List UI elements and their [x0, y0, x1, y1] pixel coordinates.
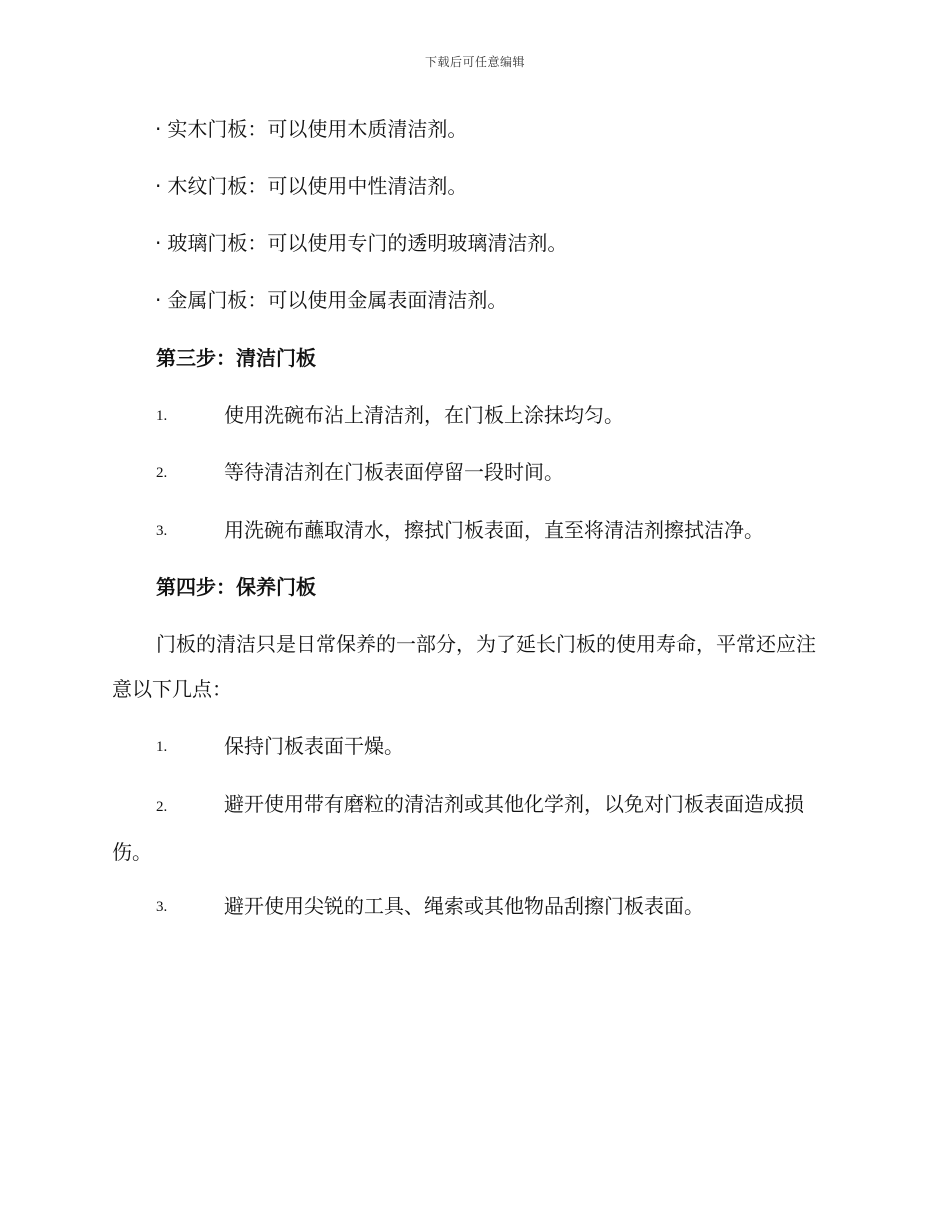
step3-item-1-text: 使用洗碗布沾上清洁剂，在门板上涂抹均匀。: [224, 403, 624, 427]
step4-item-3-number: 3.: [156, 899, 168, 915]
step4-title: 第四步：保养门板: [156, 575, 316, 599]
bullet-dot: ·: [155, 174, 162, 198]
step4-item-2-text: 避开使用带有磨粒的清洁剂或其他化学剂，以免对门板表面造成损伤。: [112, 792, 804, 864]
step4-item-2: [112, 782, 832, 875]
step3-item-3-text: 用洗碗布蘸取清水，擦拭门板表面，直至将清洁剂擦拭洁净。: [224, 518, 764, 542]
material-item-text: 实木门板：可以使用木质清洁剂。: [167, 117, 468, 141]
bullet-dot: ·: [155, 117, 162, 141]
material-item-text: 金属门板：可以使用金属表面清洁剂。: [167, 288, 508, 312]
step4-intro-paragraph: 门板的清洁只是日常保养的一部分，为了延长门板的使用寿命，平常还应注意以下几点：: [112, 632, 816, 701]
material-item-wood-grain: [155, 172, 467, 200]
step3-item-3-number: 3.: [156, 523, 168, 539]
bullet-dot: ·: [155, 231, 162, 255]
material-item-text: 木纹门板：可以使用中性清洁剂。: [167, 174, 468, 198]
step3-item-1-number: 1.: [156, 408, 168, 424]
step4-item-2-number: 2.: [156, 799, 168, 815]
step4-item-1-text: 保持门板表面干燥。: [224, 734, 404, 758]
bullet-dot: ·: [155, 288, 162, 312]
step3-item-2-text: 等待清洁剂在门板表面停留一段时间。: [224, 460, 564, 484]
material-item-solid-wood: [155, 115, 467, 143]
step3-item-2-number: 2.: [156, 465, 168, 481]
page-header: 下载后可任意编辑: [424, 55, 525, 69]
step4-item-1-number: 1.: [156, 739, 168, 755]
material-item-glass: [155, 229, 567, 257]
material-item-text: 玻璃门板：可以使用专门的透明玻璃清洁剂。: [167, 231, 568, 255]
material-item-metal: [155, 286, 507, 314]
step4-item-3-text: 避开使用尖锐的工具、绳索或其他物品刮擦门板表面。: [224, 894, 704, 918]
step3-title: 第三步：清洁门板: [156, 346, 316, 370]
